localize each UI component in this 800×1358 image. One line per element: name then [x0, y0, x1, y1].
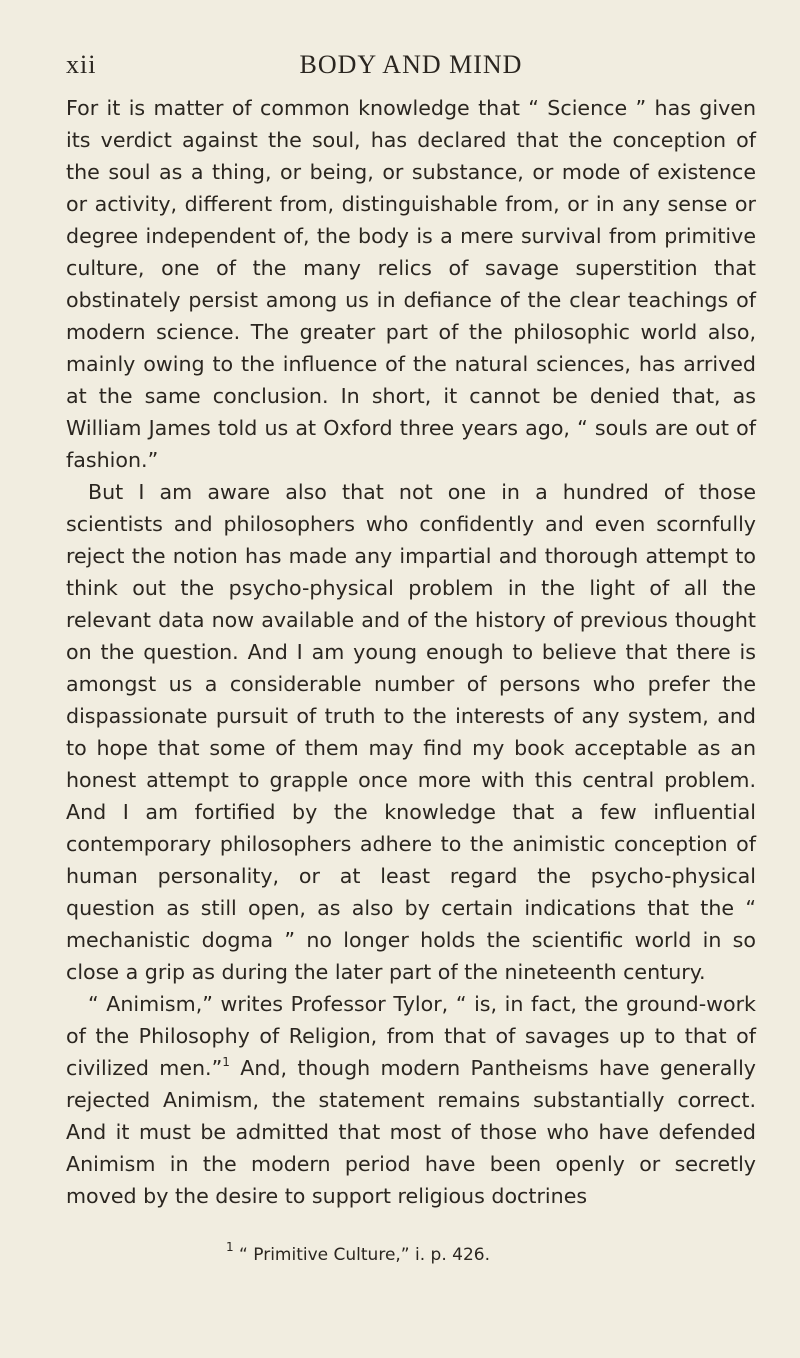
body-text: [66, 92, 756, 1212]
footnote-line: [226, 1240, 490, 1266]
paragraph-2: But I am aware also that not one in a hundred of those scientists and philosophers who confidently and even scornfully reject the notion has made any impartial and thorough attempt to think out the psycho-physical problem in the light of all the relevant data now available and of the history of previous thought on the question. And I am young enough to believe that there is amongst us a considerable number of persons who prefer the dispassionate pursuit of truth to the interests of any system, and to hope that some of them may find my book acceptable as an honest attempt to grapple once more with this central problem. And I am fortified by the knowledge that a few influential contemporary philosophers adhere to the animistic conception of human personality, or at least regard the psycho-physical question as still open, as also by certain indications that the “ mechanistic dogma ” no longer holds the scientific world in so close a grip as during the later part of the nineteenth century.: [66, 480, 756, 984]
running-title: BODY AND MIND: [299, 50, 523, 79]
footnote-marker: 1: [226, 1240, 234, 1254]
paragraph-3: [66, 988, 756, 1212]
paragraph-1: For it is matter of common knowledge that “ Science ” has given its verdict against the soul, has declared that the conception of the soul as a thing, or being, or substance, or mode of existence or activity, different from, distinguishable from, or in any sense or degree independent of, the body is a mere survival from primitive culture, one of the many relics of savage superstition that obstinately persist among us in defiance of the clear teachings of modern science. The greater part of the philosophic world also, mainly owing to the influence of the natural sciences, has arrived at the same conclusion. In short, it cannot be denied that, as William James told us at Oxford three years ago, “ souls are out of fashion.”: [66, 96, 756, 472]
running-header: [66, 50, 756, 90]
page-number: xii: [66, 50, 97, 79]
tylor-quote: “ Animism,” writes Professor Tylor, “ is, in fact, the ground-work of the Philosophy of Religion, from that of savages up to that of civilized men.”: [66, 992, 756, 1080]
footnote-text: “ Primitive Culture,” i. p. 426.: [239, 1245, 490, 1265]
footnote-reference[interactable]: 1: [222, 1055, 230, 1069]
paragraph-3-continuation: And, though modern Pantheisms have generally rejected Animism, the statement remains substantially correct. And it must be admitted that most of those who have defended Animism in the modern period have been openly or secretly moved by the desire to support religious doctrines: [66, 1056, 756, 1208]
